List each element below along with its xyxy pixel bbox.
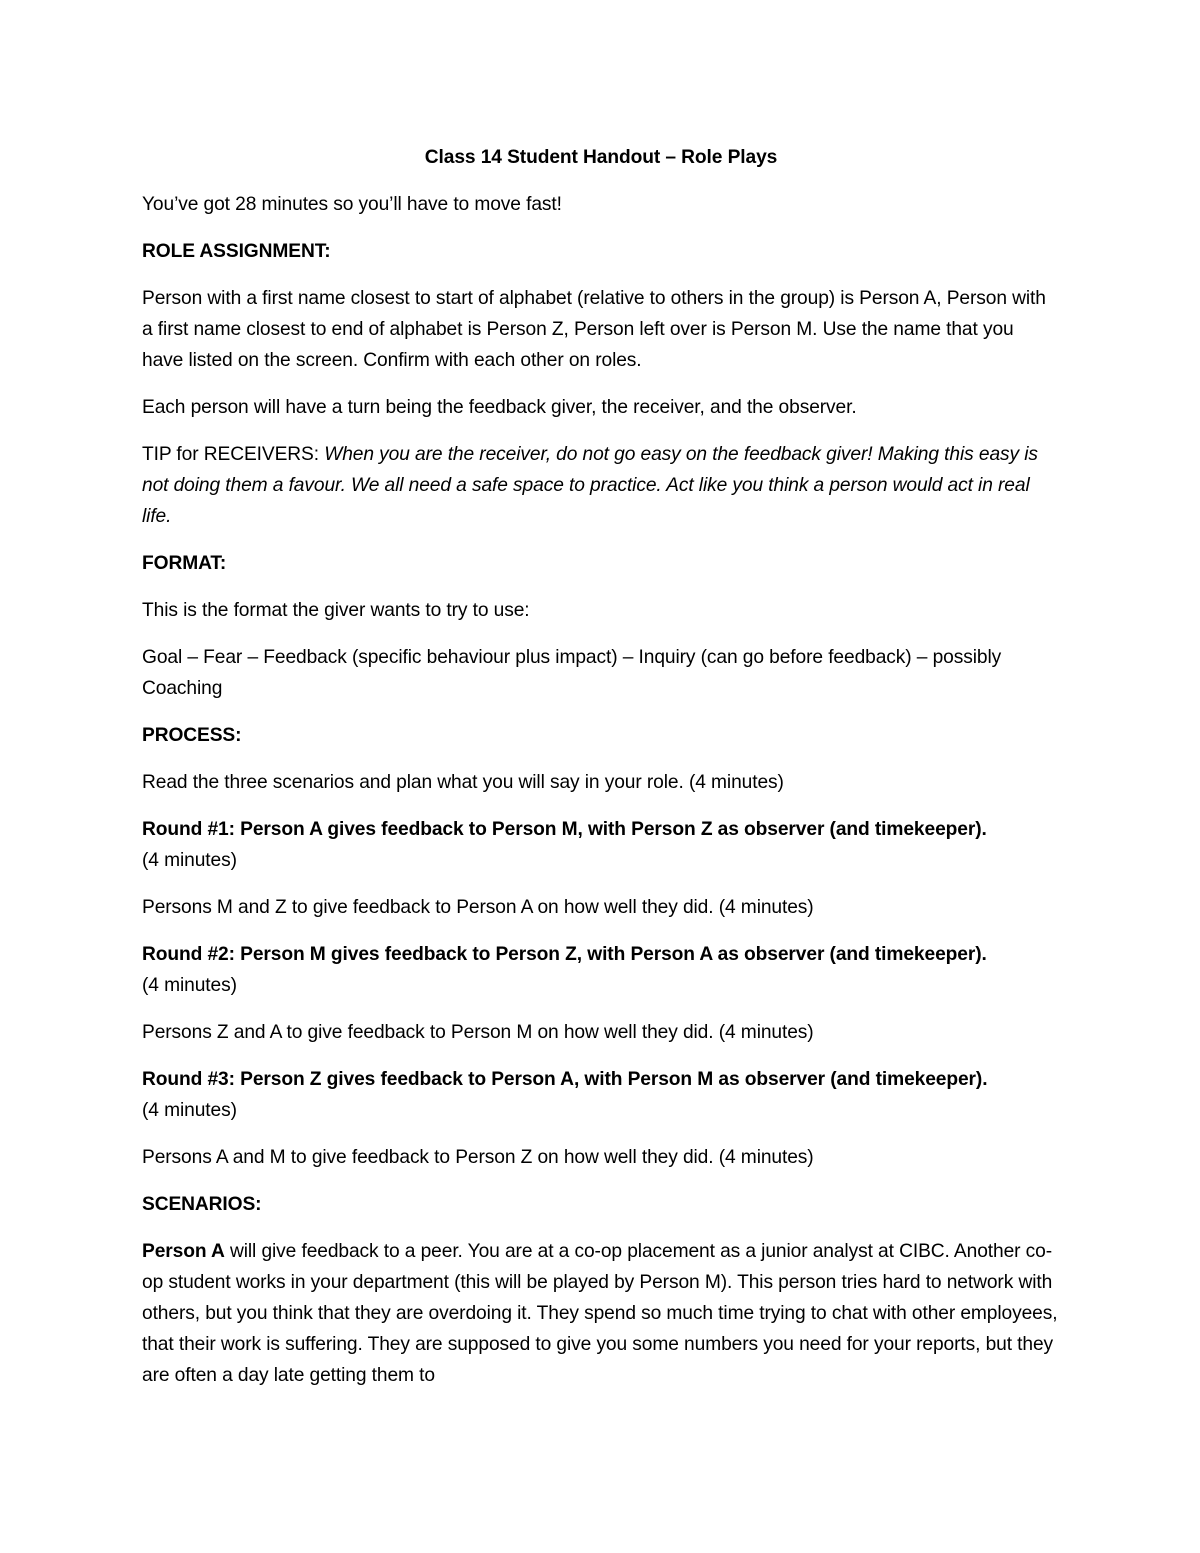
round-2 <box>142 939 1060 1001</box>
handout-page <box>142 142 1060 1407</box>
scenario-person-a-label: Person A <box>142 1241 225 1262</box>
scenario-person-a-text: will give feedback to a peer. You are at a co-op placement as a junior analyst at CIBC. Another co-op student works in your department (this will be played by Person M). This person tries hard to network with others, but you think that they are overdoing it. They spend so much time trying to chat with other employees, that their work is suffering. They are supposed to give you some numbers you need for your reports, but they are often a day late getting them to <box>142 1241 1058 1386</box>
round-1-label: Round #1: Person A gives feedback to Person M, with Person Z as observer (and timekeeper). <box>142 819 987 840</box>
scenario-person-a <box>142 1236 1060 1391</box>
round-3-duration: (4 minutes) <box>142 1100 237 1121</box>
round-2-followup: Persons Z and A to give feedback to Person M on how well they did. (4 minutes) <box>142 1022 814 1043</box>
turns-text: Each person will have a turn being the feedback giver, the receiver, and the observer. <box>142 397 857 418</box>
receiver-tip <box>142 439 1060 532</box>
process-heading: PROCESS: <box>142 725 242 746</box>
role-assignment-text: Person with a first name closest to start of alphabet (relative to others in the group) is Person A, Person with a first name closest to end of alphabet is Person Z, Person left over is Person M. Use the name that you have listed on the screen. Confirm with each other on roles. <box>142 288 1046 371</box>
tip-label: TIP for RECEIVERS: <box>142 444 319 465</box>
role-assignment-heading: ROLE ASSIGNMENT: <box>142 241 331 262</box>
round-3-label: Round #3: Person Z gives feedback to Person A, with Person M as observer (and timekeeper). <box>142 1069 988 1090</box>
tip-text: When you are the receiver, do not go easy on the feedback giver! Making this easy is not doing them a favour. We all need a safe space to practice. Act like you think a person would act in real life. <box>142 444 1038 527</box>
round-3-followup: Persons A and M to give feedback to Person Z on how well they did. (4 minutes) <box>142 1147 814 1168</box>
format-heading: FORMAT: <box>142 553 227 574</box>
format-text: Goal – Fear – Feedback (specific behaviour plus impact) – Inquiry (can go before feedback) – possibly Coaching <box>142 647 1002 699</box>
round-1-duration: (4 minutes) <box>142 850 237 871</box>
scenarios-heading: SCENARIOS: <box>142 1194 262 1215</box>
round-1-followup: Persons M and Z to give feedback to Person A on how well they did. (4 minutes) <box>142 897 814 918</box>
round-2-label: Round #2: Person M gives feedback to Person Z, with Person A as observer (and timekeeper). <box>142 944 987 965</box>
round-3 <box>142 1064 1060 1126</box>
round-1 <box>142 814 1060 876</box>
document-title: Class 14 Student Handout – Role Plays <box>424 147 778 168</box>
intro-text: You’ve got 28 minutes so you’ll have to move fast! <box>142 194 562 215</box>
format-intro: This is the format the giver wants to try to use: <box>142 600 530 621</box>
process-read-text: Read the three scenarios and plan what you will say in your role. (4 minutes) <box>142 772 784 793</box>
round-2-duration: (4 minutes) <box>142 975 237 996</box>
